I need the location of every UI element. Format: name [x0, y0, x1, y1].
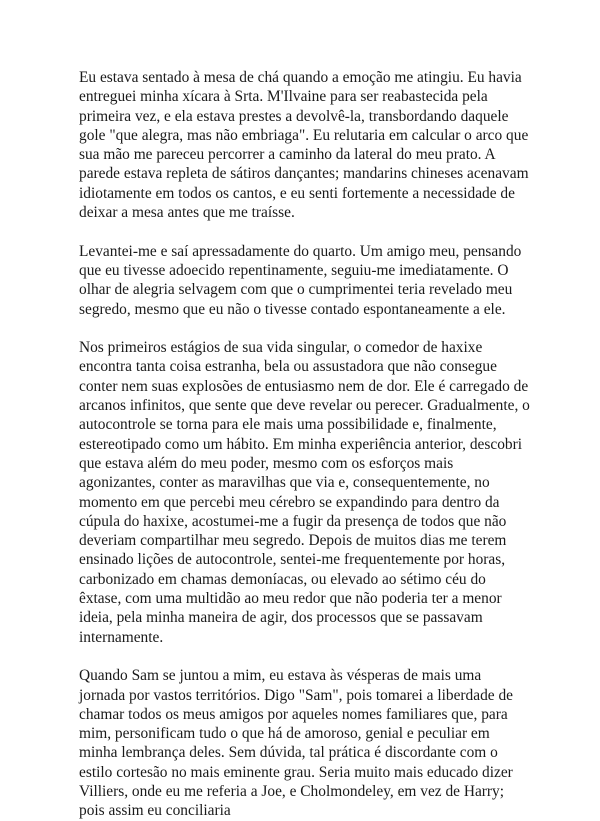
paragraph-4: Quando Sam se juntou a mim, eu estava às vésperas de mais uma jornada por vastos territórios. Digo "Sam", pois tomarei a liberdade de chamar todos os meus amigos por aqueles nomes familiares que, para mim, personificam tudo o que há de amoroso, genial e peculiar em minha lembrança deles. Sem dúvida, tal prática é discordante com o estilo cortesão no mais eminente grau. Seria muito mais educado dizer Villiers, onde eu me referia a Joe, e Cholmondeley, em vez de Harry; pois assim eu conciliaria [79, 667, 513, 820]
paragraph-3: Nos primeiros estágios de sua vida singular, o comedor de haxixe encontra tanta coisa estranha, bela ou assustadora que não consegue conter nem suas explosões de entusiasmo nem de dor. Ele é carregado de arcanos infinitos, que sente que deve revelar ou perecer. Gradualmente, o autocontrole se torna para ele mais uma possibilidade e, finalmente, estereotipado como um hábito. Em minha experiência anterior, descobri que estava além do meu poder, mesmo com os esforços mais agonizantes, conter as maravilhas que via e, consequentemente, no momento em que percebi meu cérebro se expandindo para dentro da cúpula do haxixe, acostumei-me a fugir da presença de todos que não deveriam compartilhar meu segredo. Depois de muitos dias me terem ensinado lições de autocontrole, sentei-me frequentemente por horas, carbonizado em chamas demoníacas, ou elevado ao sétimo céu do êxtase, com uma multidão ao meu redor que não poderia ter a menor ideia, pela minha maneira de agir, dos processos que se passavam internamente. [79, 339, 530, 646]
paragraph-2: Levantei-me e saí apressadamente do quarto. Um amigo meu, pensando que eu tivesse adoecido repentinamente, seguiu-me imediatamente. O olhar de alegria selvagem com que o cumprimentei teria revelado meu segredo, mesmo que eu não o tivesse contado espontaneamente a ele. [79, 242, 522, 318]
paragraph-1: Eu estava sentado à mesa de chá quando a emoção me atingiu. Eu havia entreguei minha xícara à Srta. M'Ilvaine para ser reabastecida pela primeira vez, e ela estava prestes a devolvê-la, transbordando daquele gole "que alegra, mas não embriaga". Eu relutaria em calcular o arco que sua mão me pareceu percorrer a caminho da lateral do meu prato. A parede estava repleta de sátiros dançantes; mandarins chineses acenavam idiotamente em todos os cantos, e eu senti fortemente a necessidade de deixar a mesa antes que me traísse. [79, 69, 529, 222]
document-body [79, 68, 531, 821]
